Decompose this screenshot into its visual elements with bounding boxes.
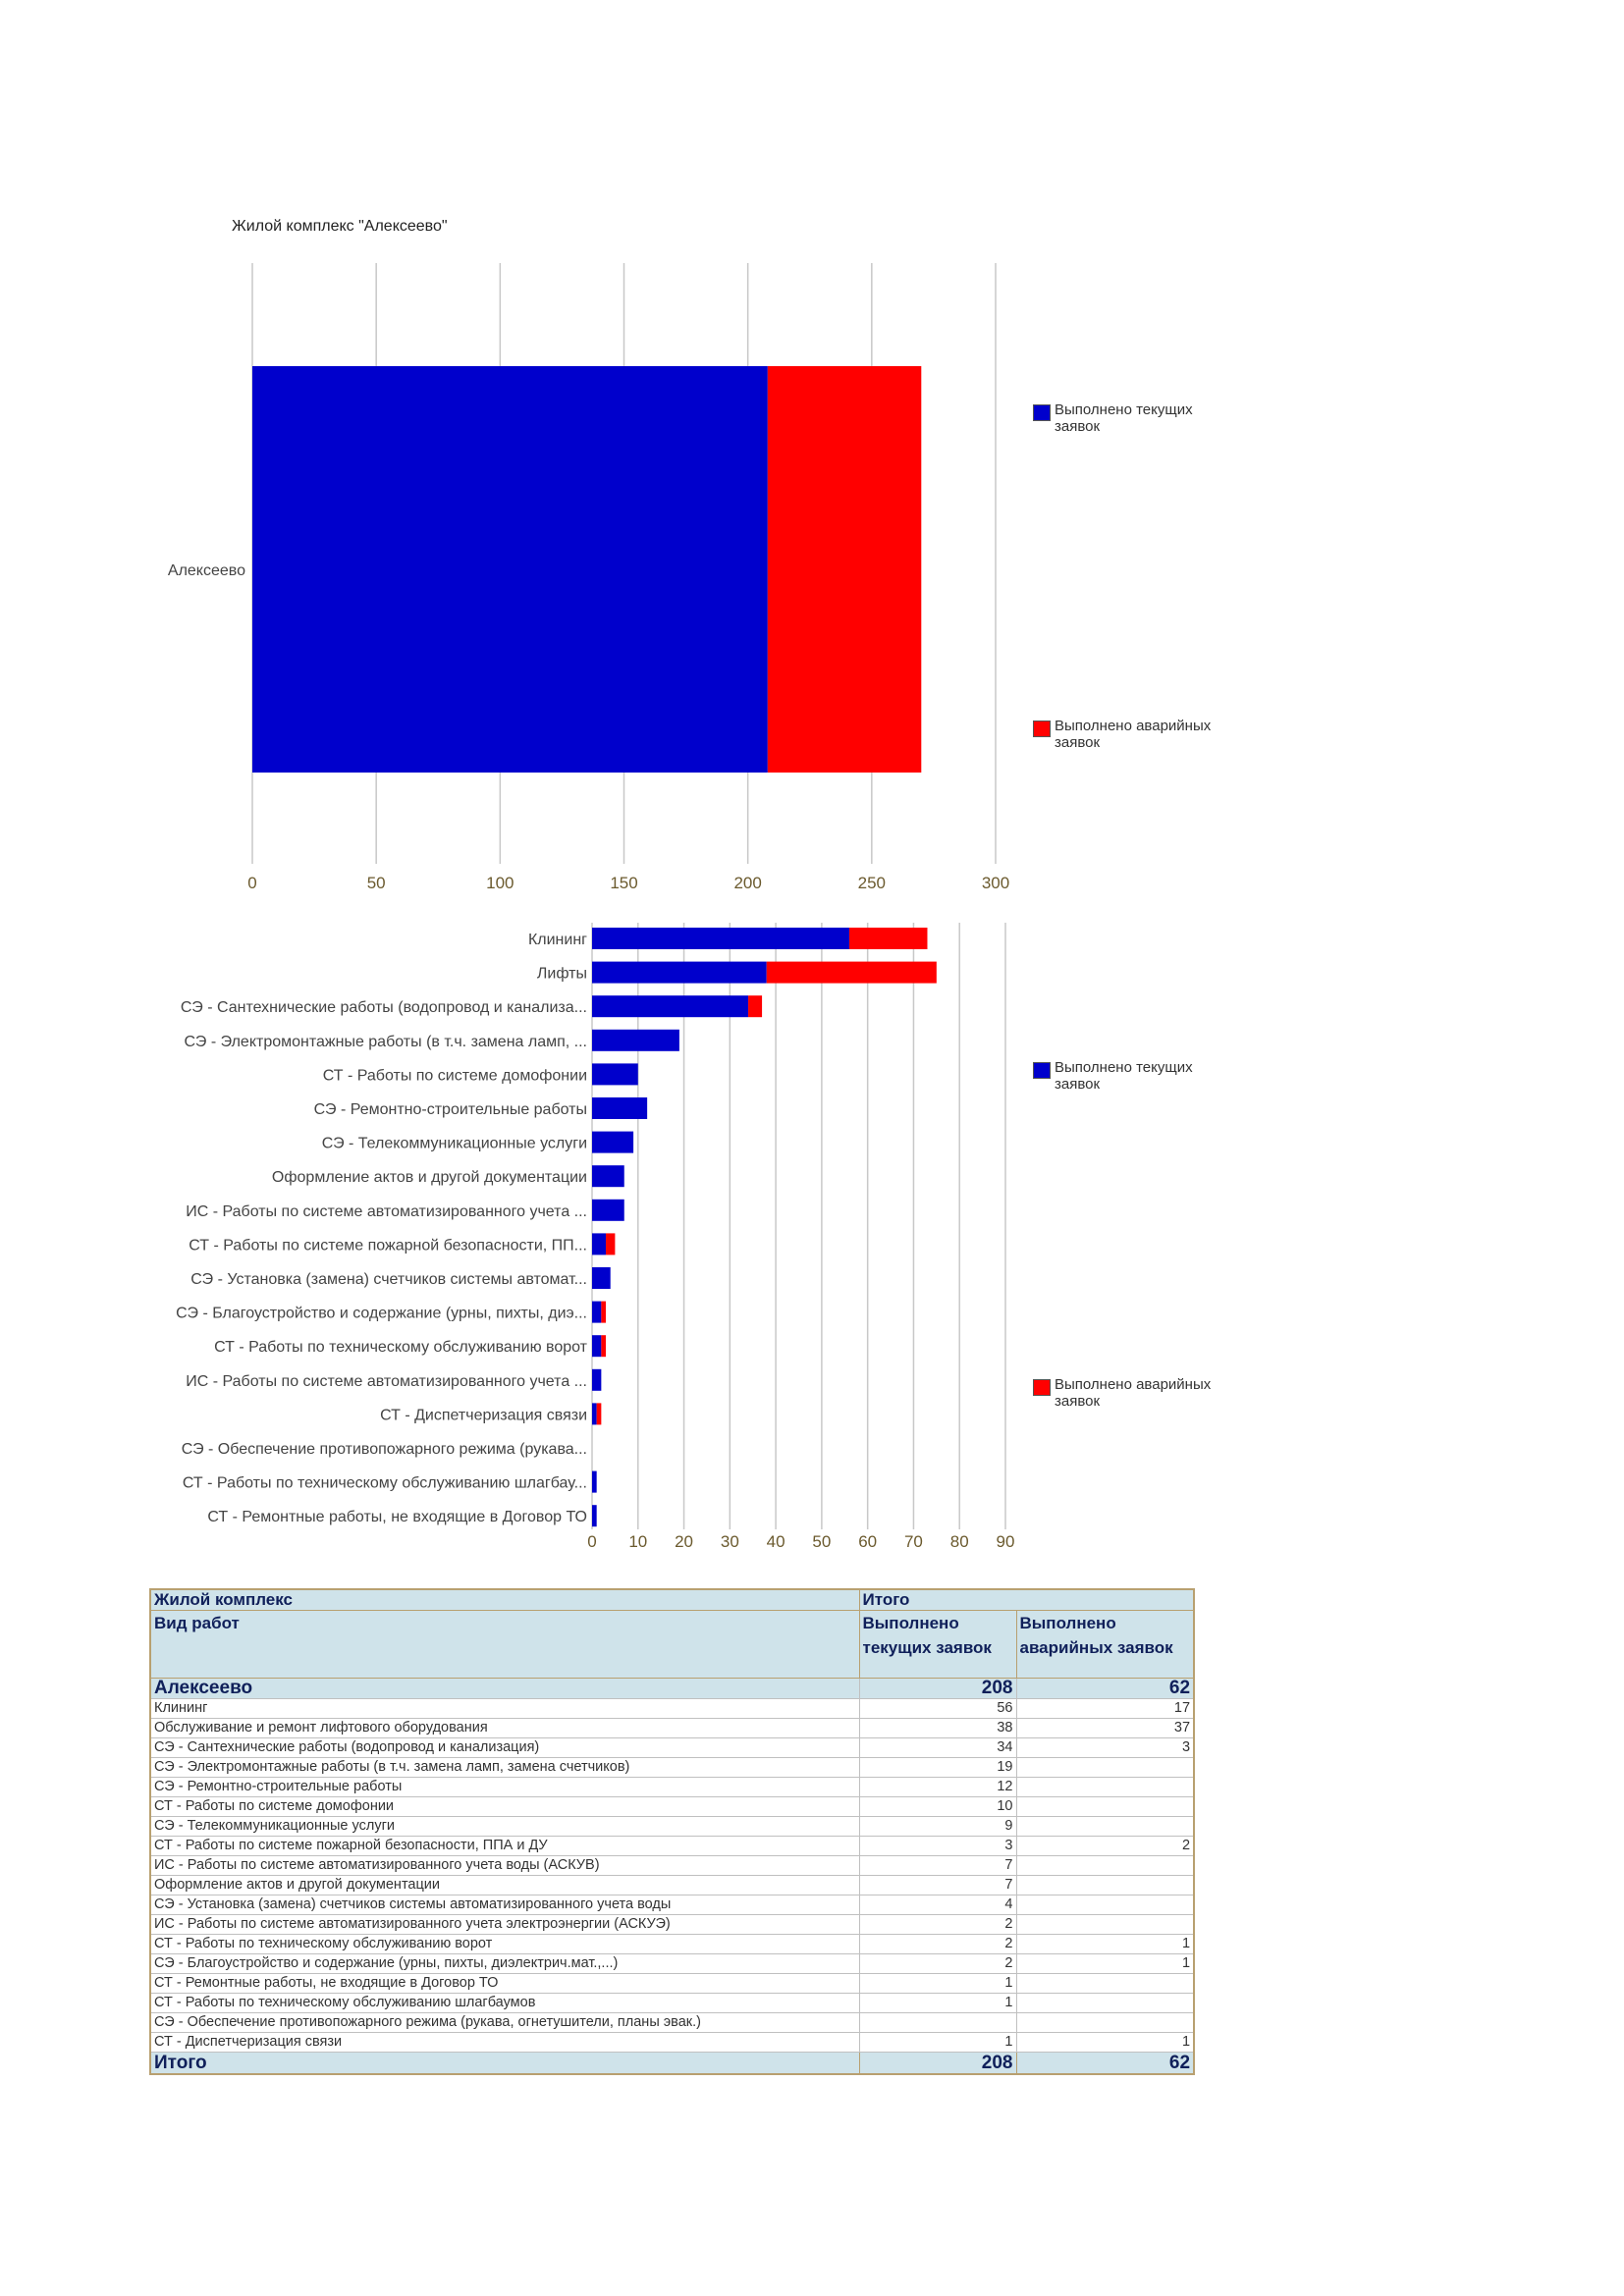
- legend-label-emergency: Выполнено аварийных заявок: [1055, 1376, 1212, 1410]
- group-emergency: 62: [1016, 1679, 1194, 1699]
- table-row: [150, 1817, 1194, 1837]
- row-emergency: [1016, 1797, 1194, 1817]
- bar-current: [592, 995, 748, 1017]
- x-tick-label: 80: [949, 1532, 969, 1551]
- row-current: 2: [859, 1954, 1016, 1974]
- category-label: СЭ - Ремонтно-строительные работы: [313, 1101, 587, 1118]
- row-name: СТ - Диспетчеризация связи: [150, 2033, 859, 2053]
- category-label: СТ - Ремонтные работы, не входящие в Договор ТО: [207, 1509, 587, 1526]
- table-row: [150, 1954, 1194, 1974]
- row-name: СТ - Работы по системе пожарной безопасности, ППА и ДУ: [150, 1837, 859, 1856]
- bar-emergency: [767, 962, 937, 984]
- row-name: СТ - Работы по системе домофонии: [150, 1797, 859, 1817]
- row-emergency: 1: [1016, 1935, 1194, 1954]
- table-row: [150, 1837, 1194, 1856]
- summary-table: [149, 1588, 1195, 2075]
- bar-current: [592, 1471, 597, 1493]
- x-tick-label: 300: [981, 874, 1010, 892]
- row-emergency: [1016, 2013, 1194, 2033]
- row-name: СТ - Работы по техническому обслуживанию ворот: [150, 1935, 859, 1954]
- row-current: 19: [859, 1758, 1016, 1778]
- total-emergency: 62: [1016, 2053, 1194, 2075]
- row-current: 4: [859, 1896, 1016, 1915]
- row-current: 10: [859, 1797, 1016, 1817]
- category-label: СЭ - Телекоммуникационные услуги: [321, 1135, 587, 1152]
- category-label: Клининг: [527, 932, 587, 948]
- header-current: Выполнено текущих заявок: [859, 1611, 1016, 1679]
- row-current: 2: [859, 1915, 1016, 1935]
- bar-current: [592, 1335, 601, 1357]
- table-row: [150, 2013, 1194, 2033]
- row-name: СЭ - Установка (замена) счетчиков системы автоматизированного учета воды: [150, 1896, 859, 1915]
- row-emergency: 37: [1016, 1719, 1194, 1738]
- category-label: СТ - Диспетчеризация связи: [380, 1407, 587, 1424]
- legend-swatch-current: [1033, 1062, 1051, 1079]
- x-tick-label: 90: [996, 1532, 1015, 1551]
- x-tick-label: 0: [587, 1532, 597, 1551]
- category-label: Алексеево: [167, 562, 245, 579]
- category-label: СТ - Работы по техническому обслуживанию ворот: [214, 1339, 587, 1357]
- x-tick-label: 30: [720, 1532, 739, 1551]
- group-current: 208: [859, 1679, 1016, 1699]
- bar-current: [592, 1132, 633, 1153]
- row-current: 2: [859, 1935, 1016, 1954]
- row-name: Клининг: [150, 1699, 859, 1719]
- legend-label-current: Выполнено текущих заявок: [1055, 401, 1193, 435]
- bar-emergency: [849, 928, 928, 949]
- bar-current: [592, 1200, 624, 1221]
- bar-current: [592, 1063, 638, 1085]
- row-emergency: 17: [1016, 1699, 1194, 1719]
- row-current: 3: [859, 1837, 1016, 1856]
- row-emergency: [1016, 1994, 1194, 2013]
- row-name: СТ - Работы по техническому обслуживанию шлагбаумов: [150, 1994, 859, 2013]
- bar-emergency: [601, 1302, 606, 1323]
- category-label: СТ - Работы по системе домофонии: [322, 1067, 587, 1085]
- bar-emergency: [748, 995, 762, 1017]
- bar-emergency: [597, 1403, 602, 1424]
- header-emergency: Выполнено аварийных заявок: [1016, 1611, 1194, 1679]
- row-name: СЭ - Электромонтажные работы (в т.ч. замена ламп, замена счетчиков): [150, 1758, 859, 1778]
- row-emergency: [1016, 1896, 1194, 1915]
- legend-label-current: Выполнено текущих заявок: [1055, 1059, 1193, 1093]
- bar-current: [592, 1030, 679, 1051]
- category-label: СЭ - Благоустройство и содержание (урны, пихты, диэ...: [176, 1305, 587, 1322]
- row-emergency: 1: [1016, 1954, 1194, 1974]
- bar-current: [592, 1369, 601, 1391]
- legend-label-emergency: Выполнено аварийных заявок: [1055, 718, 1212, 751]
- row-name: СЭ - Обеспечение противопожарного режима (рукава, огнетушители, планы эвак.): [150, 2013, 859, 2033]
- bar-current: [592, 1165, 624, 1187]
- group-name: Алексеево: [150, 1679, 859, 1699]
- bar-current: [592, 1097, 647, 1119]
- row-current: 56: [859, 1699, 1016, 1719]
- total-current: 208: [859, 2053, 1016, 2075]
- row-emergency: 2: [1016, 1837, 1194, 1856]
- table-row: [150, 1876, 1194, 1896]
- row-emergency: [1016, 1758, 1194, 1778]
- table-row: [150, 1915, 1194, 1935]
- x-tick-label: 100: [486, 874, 514, 892]
- legend-swatch-emergency: [1033, 721, 1051, 737]
- bar-current: [592, 1505, 597, 1526]
- row-current: 12: [859, 1778, 1016, 1797]
- category-label: СЭ - Электромонтажные работы (в т.ч. замена ламп, ...: [184, 1033, 587, 1050]
- x-tick-label: 40: [766, 1532, 785, 1551]
- x-tick-label: 70: [903, 1532, 923, 1551]
- bar-current: [592, 928, 849, 949]
- bar-current: [592, 962, 767, 984]
- table-row: [150, 1896, 1194, 1915]
- row-name: Обслуживание и ремонт лифтового оборудования: [150, 1719, 859, 1738]
- x-tick-label: 60: [858, 1532, 878, 1551]
- x-tick-label: 250: [857, 874, 887, 892]
- row-current: [859, 2013, 1016, 2033]
- bar-emergency: [601, 1335, 606, 1357]
- row-name: СТ - Ремонтные работы, не входящие в Договор ТО: [150, 1974, 859, 1994]
- row-name: Оформление актов и другой документации: [150, 1876, 859, 1896]
- table-row: [150, 1699, 1194, 1719]
- table-row: [150, 1738, 1194, 1758]
- header-complex: Жилой комплекс: [150, 1589, 859, 1611]
- category-label: Оформление актов и другой документации: [271, 1169, 587, 1187]
- x-tick-label: 50: [366, 874, 386, 892]
- bar-emergency: [606, 1233, 615, 1255]
- table-row: [150, 1935, 1194, 1954]
- header-work-type: Вид работ: [150, 1611, 859, 1679]
- row-name: ИС - Работы по системе автоматизированного учета электроэнергии (АСКУЭ): [150, 1915, 859, 1935]
- row-current: 7: [859, 1856, 1016, 1876]
- table-row: [150, 1719, 1194, 1738]
- header-total: Итого: [859, 1589, 1194, 1611]
- table-row: [150, 1974, 1194, 1994]
- row-current: 1: [859, 2033, 1016, 2053]
- row-emergency: [1016, 1876, 1194, 1896]
- x-tick-label: 200: [733, 874, 762, 892]
- table-row: [150, 1856, 1194, 1876]
- legend-swatch-emergency: [1033, 1379, 1051, 1396]
- row-current: 38: [859, 1719, 1016, 1738]
- table-header-row-top: [150, 1589, 1194, 1611]
- row-current: 1: [859, 1994, 1016, 2013]
- category-label: ИС - Работы по системе автоматизированного учета ...: [186, 1372, 587, 1390]
- row-name: СЭ - Благоустройство и содержание (урны, пихты, диэлектрич.мат.,...): [150, 1954, 859, 1974]
- x-tick-label: 20: [675, 1532, 694, 1551]
- row-current: 34: [859, 1738, 1016, 1758]
- row-emergency: [1016, 1974, 1194, 1994]
- bar-current: [592, 1302, 601, 1323]
- row-name: СЭ - Телекоммуникационные услуги: [150, 1817, 859, 1837]
- table-row: [150, 1797, 1194, 1817]
- legend-swatch-current: [1033, 404, 1051, 421]
- row-emergency: 1: [1016, 2033, 1194, 2053]
- table-row: [150, 1994, 1194, 2013]
- x-tick-label: 10: [628, 1532, 648, 1551]
- table-row: [150, 2033, 1194, 2053]
- row-emergency: [1016, 1778, 1194, 1797]
- category-label: СЭ - Установка (замена) счетчиков системы автомат...: [190, 1271, 587, 1288]
- row-emergency: 3: [1016, 1738, 1194, 1758]
- table-row: [150, 1778, 1194, 1797]
- x-tick-label: 50: [812, 1532, 832, 1551]
- row-current: 1: [859, 1974, 1016, 1994]
- x-tick-label: 150: [610, 874, 638, 892]
- bar-current: [592, 1233, 606, 1255]
- row-emergency: [1016, 1817, 1194, 1837]
- row-current: 7: [859, 1876, 1016, 1896]
- category-label: ИС - Работы по системе автоматизированного учета ...: [186, 1202, 587, 1220]
- bar-current: [592, 1403, 597, 1424]
- category-label: СТ - Работы по системе пожарной безопасности, ПП...: [189, 1237, 587, 1255]
- table-row: [150, 1758, 1194, 1778]
- category-label: Лифты: [536, 965, 587, 983]
- total-label: Итого: [150, 2053, 859, 2075]
- total-row: [150, 2053, 1194, 2075]
- page-title: Жилой комплекс "Алексеево": [232, 218, 448, 235]
- row-name: СЭ - Ремонтно-строительные работы: [150, 1778, 859, 1797]
- row-name: СЭ - Сантехнические работы (водопровод и канализация): [150, 1738, 859, 1758]
- bar-current: [592, 1267, 611, 1289]
- row-current: 9: [859, 1817, 1016, 1837]
- category-label: СТ - Работы по техническому обслуживанию шлагбау...: [182, 1474, 587, 1492]
- group-row: [150, 1679, 1194, 1699]
- row-emergency: [1016, 1915, 1194, 1935]
- table-header-row: [150, 1611, 1194, 1679]
- row-name: ИС - Работы по системе автоматизированного учета воды (АСКУВ): [150, 1856, 859, 1876]
- category-label: СЭ - Обеспечение противопожарного режима (рукава...: [181, 1441, 587, 1458]
- row-emergency: [1016, 1856, 1194, 1876]
- x-tick-label: 0: [247, 874, 257, 892]
- category-label: СЭ - Сантехнические работы (водопровод и канализа...: [180, 999, 587, 1017]
